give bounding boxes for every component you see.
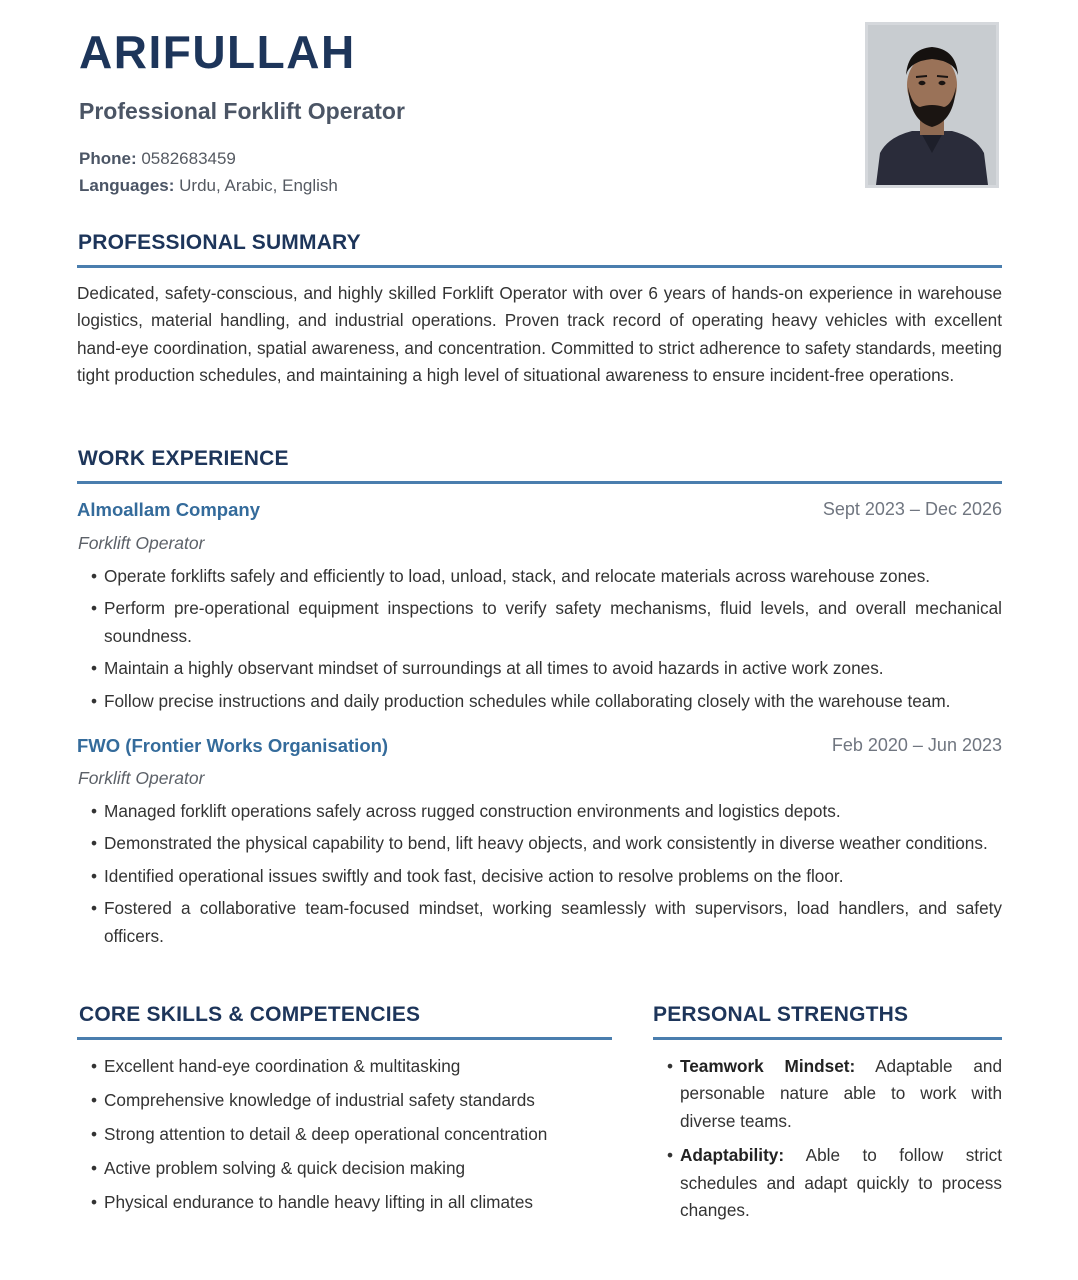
list-item: • Managed forklift operations safely across rugged construction environments and logistics depots.: [77, 798, 1002, 825]
languages-label: Languages:: [79, 176, 175, 195]
list-item: • Active problem solving & quick decision making: [77, 1155, 617, 1182]
phone-line: [79, 145, 338, 172]
strength-text: Adaptable and personable nature able to work with diverse teams.: [680, 1056, 1002, 1131]
list-item: • Strong attention to detail & deep operational concentration: [77, 1121, 617, 1148]
strength-label: Teamwork Mindset:: [680, 1056, 856, 1076]
list-item: • Maintain a highly observant mindset of surroundings at all times to avoid hazards in active work zones.: [77, 655, 1002, 682]
list-item: • Identified operational issues swiftly and took fast, decisive action to resolve problems on the floor.: [77, 863, 1002, 890]
list-item: [653, 1053, 1002, 1135]
list-item: • Fostered a collaborative team-focused mindset, working seamlessly with supervisors, load handlers, and safety officers.: [77, 895, 1002, 950]
skills-list: [77, 1053, 617, 1223]
list-item: • Physical endurance to handle heavy lifting in all climates: [77, 1189, 617, 1216]
strengths-divider: [653, 1037, 1002, 1040]
company-name: Almoallam Company: [77, 499, 260, 520]
profile-photo: [865, 22, 999, 188]
list-item: • Demonstrated the physical capability to bend, lift heavy objects, and work consistently in diverse weather conditions.: [77, 830, 1002, 857]
summary-divider: [77, 265, 1002, 268]
company-name: FWO (Frontier Works Organisation): [77, 735, 389, 756]
job-role: Forklift Operator: [78, 768, 205, 788]
job-1-duties: [77, 563, 1002, 720]
experience-divider: [77, 481, 1002, 484]
job-role: Forklift Operator: [78, 533, 205, 553]
employment-dates: Feb 2020 – Jun 2023: [831, 735, 1002, 755]
strengths-list: [653, 1053, 1002, 1231]
list-item: • Perform pre-operational equipment inspections to verify safety mechanisms, fluid levels, and overall mechanical soundness.: [77, 595, 1002, 650]
experience-heading: WORK EXPERIENCE: [78, 447, 289, 470]
summary-heading: PROFESSIONAL SUMMARY: [78, 231, 361, 254]
list-item: • Operate forklifts safely and efficiently to load, unload, stack, and relocate materials across warehouse zones.: [77, 563, 1002, 590]
job-header-1: [77, 499, 1002, 523]
skills-heading: CORE SKILLS & COMPETENCIES: [79, 1003, 421, 1026]
job-title: Professional Forklift Operator: [79, 98, 405, 124]
job-2-duties: [77, 798, 1002, 955]
summary-text: Dedicated, safety-conscious, and highly skilled Forklift Operator with over 6 years of hands-on experience in warehouse logistics, material handling, and industrial operations. Proven track record of operating heavy vehicles with excellent hand-eye coordination, spatial awareness, and concentration. Committed to strict adherence to safety standards, meeting tight production schedules, and maintaining a high level of situational awareness to ensure incident-free operations.: [77, 283, 1002, 386]
strengths-heading: PERSONAL STRENGTHS: [653, 1003, 909, 1026]
phone-label: Phone:: [79, 149, 137, 168]
languages-line: [79, 172, 338, 199]
list-item: • Comprehensive knowledge of industrial safety standards: [77, 1087, 617, 1114]
employment-dates: Sept 2023 – Dec 2026: [822, 499, 1002, 519]
skills-divider: [77, 1037, 612, 1040]
languages-value: Urdu, Arabic, English: [179, 176, 338, 195]
job-header-2: [77, 735, 1002, 759]
contact-info: [79, 145, 338, 199]
strength-text: Able to follow strict schedules and adapt quickly to process changes.: [680, 1145, 1002, 1221]
list-item: [653, 1142, 1002, 1224]
list-item: • Excellent hand-eye coordination & multitasking: [77, 1053, 617, 1080]
candidate-name: ARIFULLAH: [79, 26, 356, 78]
list-item: • Follow precise instructions and daily production schedules while collaborating closely with the warehouse team.: [77, 688, 1002, 715]
strength-label: Adaptability:: [680, 1145, 785, 1166]
phone-value: 0582683459: [141, 149, 236, 168]
